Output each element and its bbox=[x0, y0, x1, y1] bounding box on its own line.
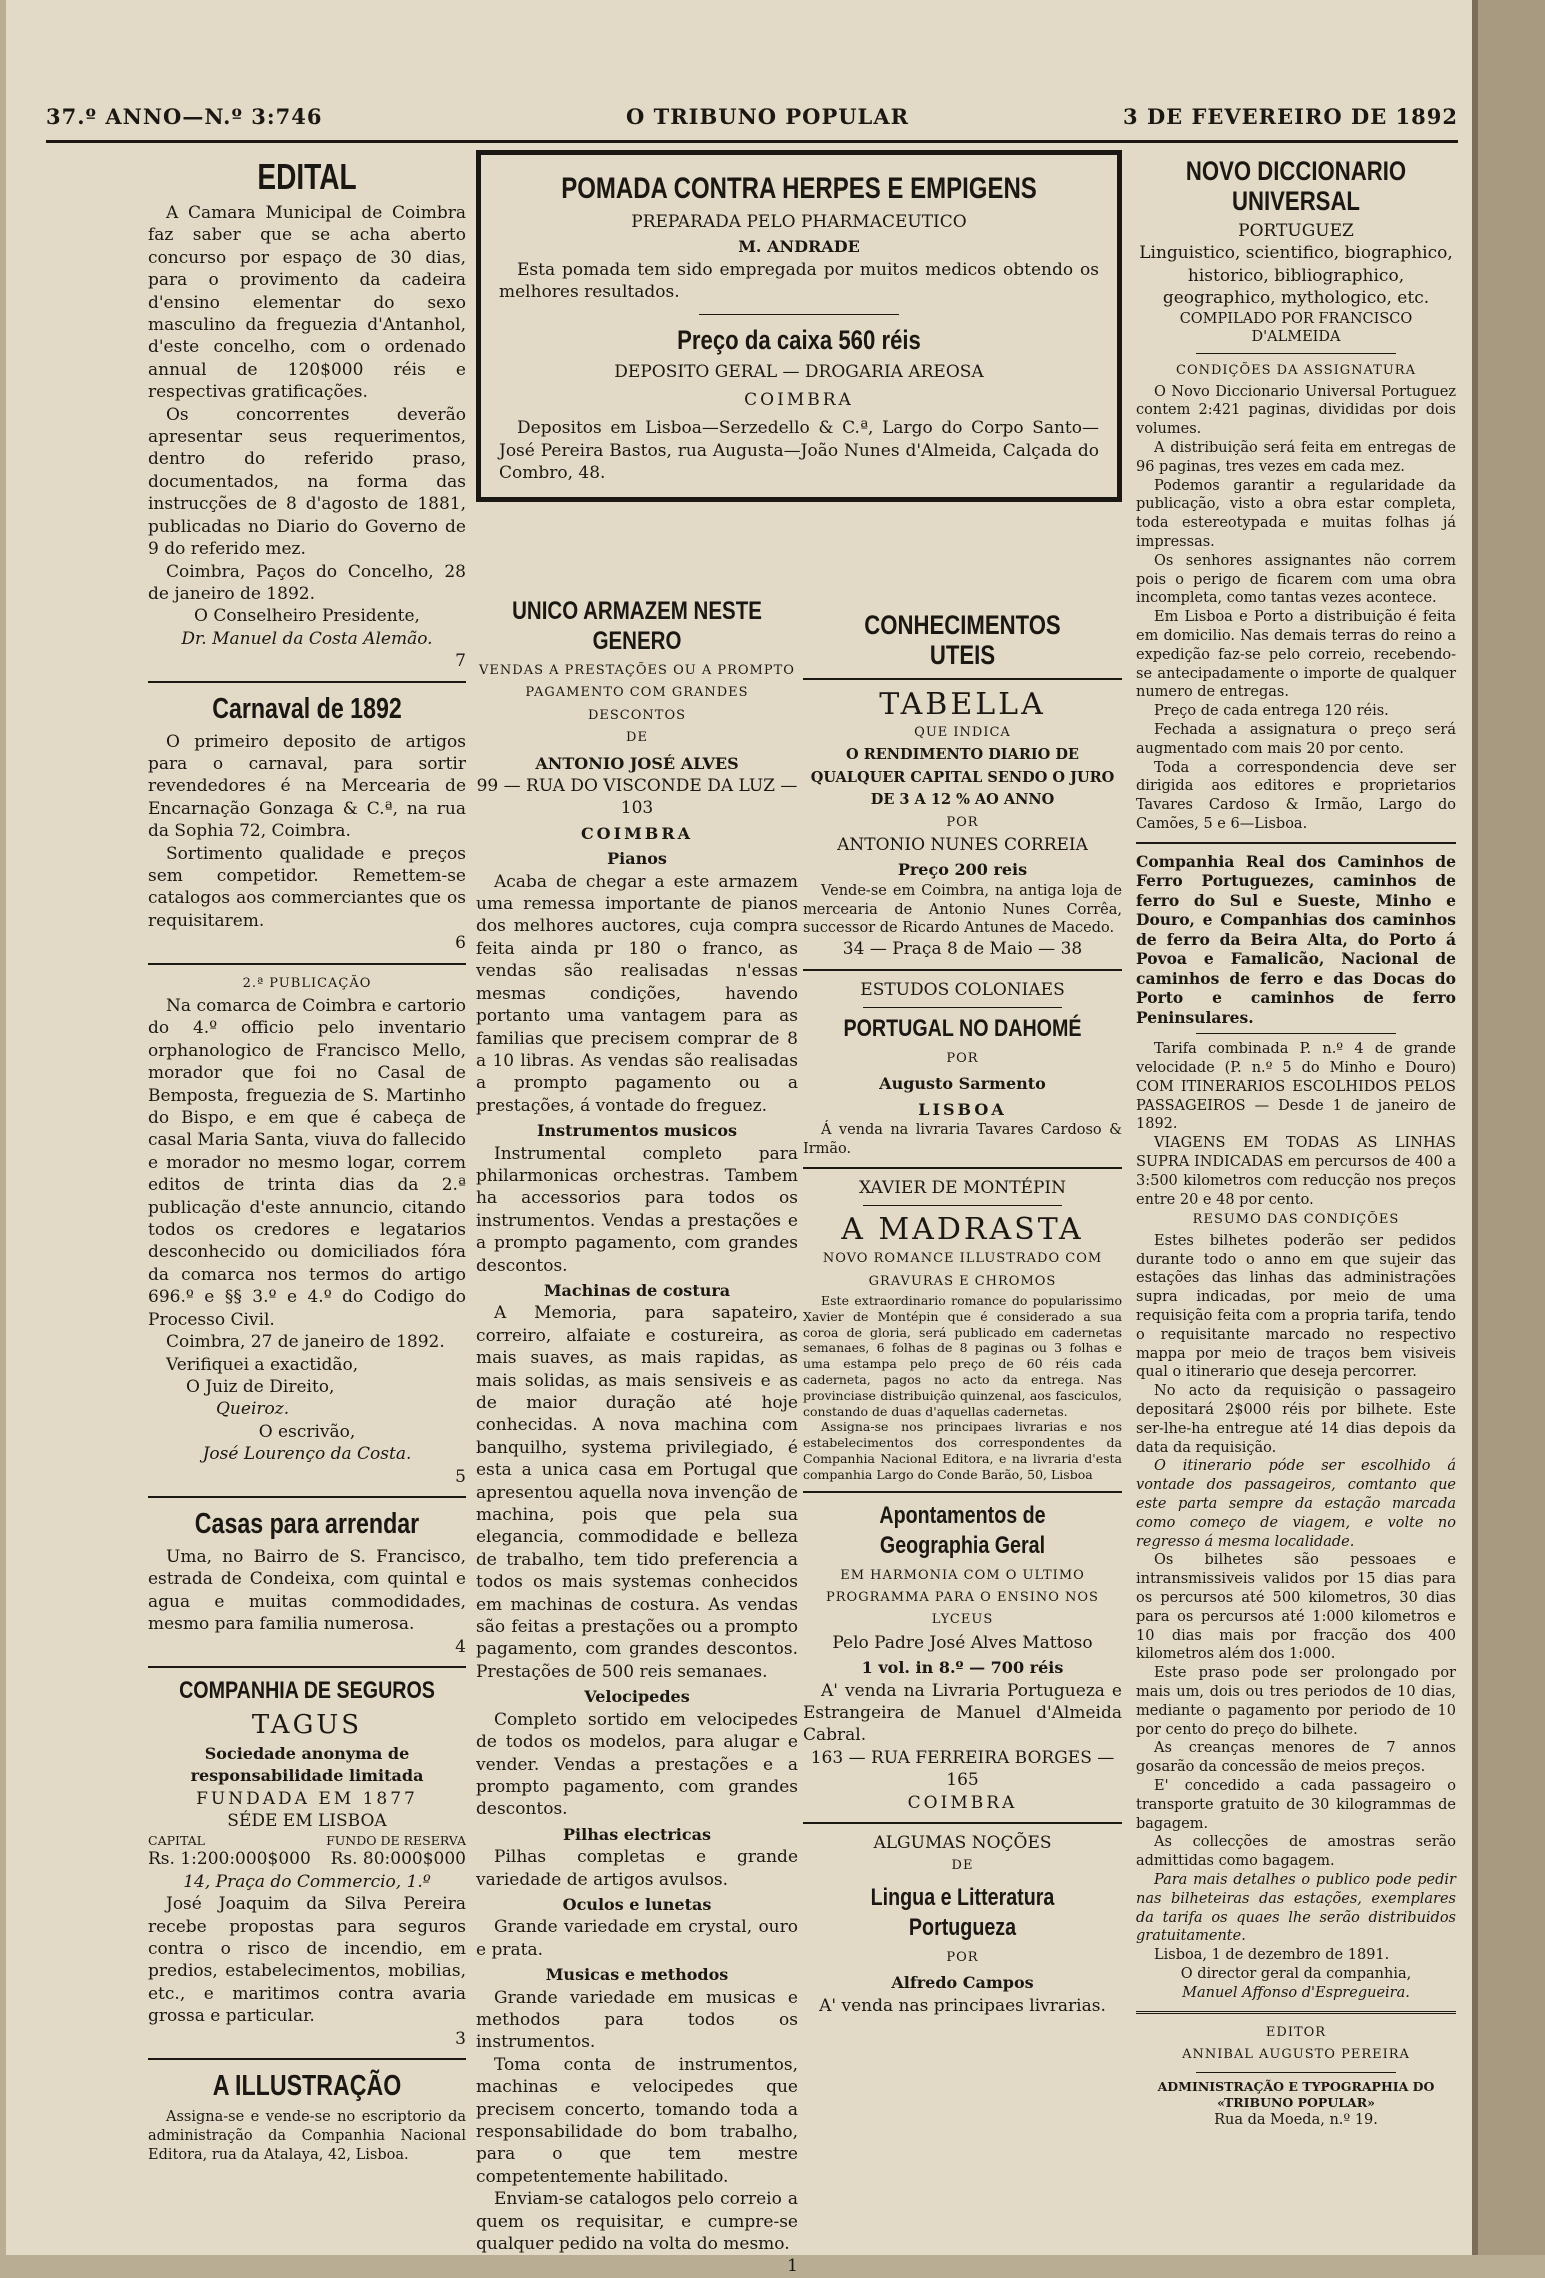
section-text: Acaba de chegar a este armazem uma remessa importante de pianos dos melhores auctores, cuja compra feita ainda pr 180 o franco, as vendas são realisadas n'essas mesmas condições, havendo portanto uma vantagem para as familias que precisem comprar de 8 a 10 libras. As vendas são realisadas a prompto pagamento ou a prestações, á vontade do freguez. bbox=[476, 871, 798, 1116]
ad-number: 6 bbox=[455, 933, 466, 954]
cond-text: Podemos garantir a regularidade da publicação, visto a obra estar completa, toda estereotypada e muitas folhas já impressas. bbox=[1136, 477, 1456, 550]
geo-price: 1 vol. in 8.º — 700 réis bbox=[861, 1658, 1064, 1678]
resumo-text: O itinerario póde ser escolhido á vontade dos passageiros, comtanto que este parta sempre da estação marcada como começo de viagem, e volte no regresso á mesma localidade. bbox=[1136, 1458, 1456, 1550]
fund-value: Rs. 80:000$000 bbox=[330, 1849, 466, 1870]
editor-label: EDITOR bbox=[1265, 2024, 1327, 2040]
portugal-title: PORTUGAL NO DAHOMÉ bbox=[843, 1015, 1082, 1043]
diccionario-sub: PORTUGUEZ bbox=[1238, 221, 1354, 241]
divider bbox=[803, 969, 1122, 971]
edital-signature: Dr. Manuel da Costa Alemão. bbox=[181, 628, 433, 649]
tabella-author: ANTONIO NUNES CORREIA bbox=[837, 835, 1088, 856]
geo-title: Apontamentos de Geographia Geral bbox=[879, 1501, 1046, 1559]
seguros-addr: 14, Praça do Commercio, 1.º bbox=[183, 1871, 431, 1892]
tabella-rend: O RENDIMENTO DIARIO DE QUALQUER CAPITAL SENDO O JURO DE 3 A 12 % AO ANNO bbox=[810, 746, 1115, 809]
ad-number: 4 bbox=[455, 1636, 466, 1657]
casas-text: Uma, no Bairro de S. Francisco, estrada de Condeixa, com quintal e agua e muitas commodidades, mesmo para familia numerosa. bbox=[148, 1546, 466, 1635]
casas-title: Casas para arrendar bbox=[194, 1507, 420, 1540]
tabella-text: Vende-se em Coimbra, na antiga loja de mercearia de Antonio Nunes Corrêa, successor de Ricardo Antunes de Macedo. bbox=[803, 882, 1122, 937]
madrasta-text: Assigna-se nos principaes livrarias e nos estabelecimentos dos correspondentes da Companhia Nacional Editora, e na livraria d'esta companhia Largo do Conde Barão, 50, Lisboa bbox=[803, 1419, 1122, 1482]
divider bbox=[803, 1491, 1122, 1493]
divider bbox=[803, 1167, 1122, 1169]
divider bbox=[863, 1205, 1062, 1206]
ilustracao-text: Assigna-se e vende-se no escriptorio da administração da Companhia Nacional Editora, rua da Atalaya, 42, Lisboa. bbox=[148, 2109, 466, 2163]
column-4 bbox=[1136, 150, 1456, 2130]
pomada-title: POMADA CONTRA HERPES E EMPIGENS bbox=[561, 172, 1037, 205]
seguros-sub: Sociedade anonyma de responsabilidade limitada bbox=[190, 1743, 424, 1786]
capital-label: CAPITAL bbox=[148, 1832, 205, 1848]
publicacao-text: Coimbra, 27 de janeiro de 1892. bbox=[166, 1332, 445, 1353]
section-text: Completo sortido em velocipedes de todos os modelos, para alugar e vender. Vendas a prestações e a prompto pagamento, com grandes descontos. bbox=[476, 1709, 798, 1820]
pomada-box bbox=[476, 150, 1122, 502]
divider bbox=[148, 681, 466, 683]
section-text: Grande variedade em crystal, ouro e prata. bbox=[476, 1917, 798, 1960]
page-edge-shadow bbox=[1472, 0, 1478, 2255]
ad-number: 5 bbox=[455, 1466, 466, 1487]
publicacao-text: O escrivão, bbox=[258, 1421, 356, 1442]
diccionario-cond: CONDIÇÕES DA ASSIGNATURA bbox=[1176, 363, 1416, 379]
seguros-title: COMPANHIA DE SEGUROS bbox=[179, 1676, 435, 1704]
xavier-author: XAVIER DE MONTÉPIN bbox=[859, 1177, 1066, 1198]
seguros-name: TAGUS bbox=[251, 1709, 363, 1740]
carnaval-text: Sortimento qualidade e preços sem competidor. Remettem-se catalogos aos commerciantes que os requisitarem. bbox=[148, 843, 466, 931]
publicacao-text: Na comarca de Coimbra e cartorio do 4.º officio pelo inventario orphanologico de Francisco Mello, morador que foi no Casal de Bemposta, freguezia de S. Martinho do Bispo, e em que é cabeça de casal Maria Santa, viuva do fallecido e morador no mesmo logar, correm editos de trinta dias da 2.ª publicação d'este annuncio, citando todos os credores e legatarios desconhecido ou domiciliados fóra da comarca nos termos do artigo 696.º e §§ 3.º e 4.º do Codigo do Processo Civil. bbox=[148, 996, 466, 1330]
diccionario-desc: Linguistico, scientifico, biographico, historico, bibliographico, geographico, mythologico, etc. bbox=[1139, 243, 1453, 309]
resumo-text: Este praso pode ser prolongado por mais um, dois ou tres periodos de 10 dias, mediante o pagamento por periodo de 10 por cento do preço do bilhete. bbox=[1136, 1665, 1456, 1738]
armazem-city: COIMBRA bbox=[580, 823, 694, 843]
portugal-por: POR bbox=[946, 1051, 979, 1067]
masthead-rule bbox=[46, 140, 1458, 143]
divider bbox=[148, 2058, 466, 2060]
divider bbox=[803, 1822, 1122, 1824]
geo-addr: 163 — RUA FERREIRA BORGES — 165 bbox=[810, 1747, 1115, 1791]
administracao: ADMINISTRAÇÃO E TYPOGRAPHIA DO «TRIBUNO POPULAR» bbox=[1157, 2079, 1435, 2111]
madrasta-sub: NOVO ROMANCE ILLUSTRADO COM GRAVURAS E CHROMOS bbox=[822, 1251, 1103, 1289]
cond-text: A distribuição será feita em entregas de 96 paginas, tres vezes em cada mez. bbox=[1136, 440, 1456, 475]
pomada-text: Esta pomada tem sido empregada por muitos medicos obtendo os melhores resultados. bbox=[499, 259, 1099, 303]
section-title: Pilhas electricas bbox=[563, 1824, 711, 1844]
geo-city: COIMBRA bbox=[907, 1792, 1018, 1813]
pomada-deposit: DEPOSITO GERAL — DROGARIA AREOSA bbox=[614, 361, 984, 382]
armazem-title: UNICO ARMAZEM NESTE GENERO bbox=[512, 597, 762, 655]
publicacao-label: 2.ª PUBLICAÇÃO bbox=[242, 975, 372, 991]
diccionario-title: NOVO DICCIONARIO UNIVERSAL bbox=[1185, 156, 1407, 216]
column-3 bbox=[803, 590, 1122, 2017]
issue-date: 3 DE FEVEREIRO DE 1892 bbox=[1123, 104, 1458, 129]
tabella-title: TABELLA bbox=[879, 687, 1046, 722]
section-text: A Memoria, para sapateiro, correiro, alfaiate e costureira, as mais suaves, as mais rapidas, as mais solidas, as mais sensiveis e as de maior duração até hoje conhecidas. A nova machina com banquilho, systema privilegiado, é esta a unica casa em Portugal que apresentou aquella nova invenção de machina, pois que pela sua elegancia, commodidade e belleza de trabalho, tem tido preferencia a todos os mais systemas conhecidos em machinas de costura. As vendas são feitas a prestações ou a prompto pagamento, com grandes descontos. Prestações de 500 reis semanaes. bbox=[476, 1303, 798, 1682]
resumo-dir-name: Manuel Affonso d'Espregueira. bbox=[1182, 1984, 1410, 2001]
seguros-labels bbox=[148, 1833, 466, 1849]
section-title: Machinas de costura bbox=[543, 1280, 731, 1300]
cond-text: Os senhores assignantes não correm pois o perigo de ficarem com uma obra incompleta, como tantas vezes acontece. bbox=[1136, 552, 1456, 607]
masthead bbox=[46, 98, 1458, 138]
section-title: Musicas e methodos bbox=[545, 1965, 729, 1985]
ad-number: 1 bbox=[787, 2256, 798, 2277]
resumo-title: RESUMO DAS CONDIÇÕES bbox=[1192, 1212, 1400, 1228]
divider bbox=[148, 1666, 466, 1668]
armazem-owner: ANTONIO JOSÉ ALVES bbox=[535, 753, 739, 773]
madrasta-text: Este extraordinario romance do popularissimo Xavier de Montépin que é considerado a sua coroa de gloria, será publicado em cadernetas semanaes, 6 folhas de 8 paginas ou 3 folhas e uma estampa pelo preço de 60 réis cada caderneta, pagos no acto da entrega. Nas provinciase distribuição quinzenal, aos fasciculos, constando de duas d'aquellas cadernetas. bbox=[803, 1293, 1122, 1419]
tarifa-text: Tarifa combinada P. n.º 4 de grande velocidade (P. n.º 5 do Minho e Douro) COM ITINERARIOS ESCOLHIDOS PELOS PASSAGEIROS — Desde 1 de janeiro de 1892. bbox=[1136, 1041, 1456, 1133]
edital-text: Os concorrentes deverão apresentar seus requerimentos, dentro do referido praso, documentados, na forma das instrucções de 8 d'agosto de 1881, publicadas no Diario do Governo de 9 do referido mez. bbox=[148, 404, 466, 560]
section-text: Instrumental completo para philarmonicas orchestras. Tambem ha accessorios para todos os instrumentos. Vendas a prestações e a prompto pagamento, com grandes descontos. bbox=[476, 1143, 798, 1276]
tabella-addr: 34 — Praça 8 de Maio — 38 bbox=[842, 939, 1083, 960]
lingua-title: Lingua e Litteratura Portugueza bbox=[870, 1883, 1055, 1941]
resumo-text: As collecções de amostras serão admittidas como bagagem. bbox=[1136, 1834, 1456, 1870]
conhecimentos-title: CONHECIMENTOS UTEIS bbox=[864, 610, 1061, 670]
seguros-values bbox=[148, 1848, 466, 1870]
cond-text: O Novo Diccionario Universal Portuguez contem 2:421 paginas, divididas por dois volumes. bbox=[1136, 383, 1456, 438]
fund-label: FUNDO DE RESERVA bbox=[326, 1832, 466, 1848]
pomada-depositos: Depositos em Lisboa—Serzedello & C.ª, Largo do Corpo Santo—José Pereira Bastos, rua Augusta—João Nunes d'Almeida, Calçada do Combro, 48. bbox=[499, 418, 1099, 484]
edital-text: A Camara Municipal de Coimbra faz saber que se acha aberto concurso por espaço de 30 dias, para o provimento da cadeira d'ensino elementar do sexo masculino da freguezia d'Antanhol, d'este concelho, com o ordenado annual de 120$000 réis e respectivas gratificações. bbox=[148, 203, 466, 403]
resumo-text: E' concedido a cada passageiro o transporte gratuito de 30 kilogrammas de bagagem. bbox=[1136, 1777, 1456, 1832]
resumo-text: Os bilhetes são pessoaes e intransmissiveis validos por 15 dias para os percursos até 500 kilometros, 30 dias para os percursos até 1:000 kilometros e 10 dias mais por fracção dos 400 kilometros além dos 1:000. bbox=[1136, 1552, 1456, 1663]
edital-title: EDITAL bbox=[257, 156, 357, 197]
tarifa-text: VIAGENS EM TODAS AS LINHAS SUPRA INDICADAS em percursos de 400 a 3:500 kilometros com reducção nos preços entre 20 e 48 por cento. bbox=[1136, 1135, 1456, 1208]
geo-sub: EM HARMONIA COM O ULTIMO PROGRAMMA PARA O ENSINO NOS LYCEUS bbox=[826, 1567, 1099, 1628]
pomada-author: M. ANDRADE bbox=[738, 237, 860, 257]
divider bbox=[148, 1496, 466, 1498]
section-text: Grande variedade em musicas e methodos para todos os instrumentos. bbox=[476, 1987, 798, 2053]
nocoes-title: ALGUMAS NOÇÕES bbox=[873, 1833, 1052, 1854]
resumo-text: Estes bilhetes poderão ser pedidos durante todo o anno em que sujeir das estações das linhas das administrações supra indicadas, por meio de uma requisição feita com a propria tarifa, tendo o requisitante marcado no respectivo mappa por meio de traços bem visiveis qual o itinerario que deseja percorrer. bbox=[1136, 1232, 1456, 1381]
seguros-founded: FUNDADA EM 1877 bbox=[196, 1788, 418, 1809]
section-title: Pianos bbox=[607, 849, 667, 869]
lingua-por: POR bbox=[946, 1949, 979, 1965]
publicacao-text: O Juiz de Direito, bbox=[186, 1376, 335, 1397]
companhia-title: Companhia Real dos Caminhos de Ferro Portuguezes, caminhos de ferro do Sul e Sueste, Minho e Douro, e Companhias dos caminhos de ferro da Beira Alta, do Porto á Povoa e Famalicão, Nacional de caminhos de ferro e das Docas do Porto e caminhos de ferro Peninsulares. bbox=[1136, 851, 1456, 1027]
tabella-por: POR bbox=[946, 814, 979, 830]
tabella-que: QUE INDICA bbox=[914, 725, 1011, 740]
portugal-author: Augusto Sarmento bbox=[879, 1074, 1046, 1094]
edital-text: Coimbra, Paços do Concelho, 28 de janeiro de 1892. bbox=[148, 561, 466, 604]
resumo-text: As creanças menores de 7 annos gosarão da concessão de meios preços. bbox=[1136, 1740, 1456, 1776]
divider bbox=[148, 963, 466, 965]
cond-text: Fechada a assignatura o preço será augmentado com mais 20 por cento. bbox=[1136, 721, 1456, 757]
divider bbox=[863, 1007, 1062, 1008]
pomada-ad bbox=[476, 150, 1122, 502]
newspaper-page bbox=[6, 0, 1472, 2277]
nocoes-de: DE bbox=[951, 1857, 974, 1873]
ad-number: 7 bbox=[455, 651, 466, 672]
section-text: Enviam-se catalogos pelo correio a quem os requisitar, e cumpre-se qualquer pedido na volta do mesmo. bbox=[476, 2189, 798, 2255]
section-title: Velocipedes bbox=[584, 1687, 690, 1707]
portugal-city: LISBOA bbox=[918, 1099, 1007, 1119]
resumo-date: Lisboa, 1 de dezembro de 1891. bbox=[1154, 1947, 1390, 1964]
ad-number: 3 bbox=[455, 2028, 466, 2049]
issue-number: 37.º ANNO—N.º 3:746 bbox=[46, 104, 323, 129]
geo-text: A' venda na Livraria Portugueza e Estrangeira de Manuel d'Almeida Cabral. bbox=[803, 1680, 1122, 1746]
resumo-dir: O director geral da companhia, bbox=[1180, 1965, 1412, 1982]
section-text: Toma conta de instrumentos, machinas e velocipedes que precisem concerto, tomando toda a responsabilidade do bom trabalho, para o que tem mestre competentemente habilitado. bbox=[476, 2054, 798, 2187]
divider bbox=[1196, 353, 1396, 354]
pomada-city: COIMBRA bbox=[744, 390, 854, 411]
publicacao-text: José Lourenço da Costa. bbox=[202, 1444, 412, 1465]
divider bbox=[1196, 1033, 1396, 1034]
edital-signature: O Conselheiro Presidente, bbox=[194, 606, 420, 627]
geo-author: Pelo Padre José Alves Mattoso bbox=[832, 1632, 1093, 1653]
divider bbox=[699, 314, 899, 315]
diccionario-comp: COMPILADO POR FRANCISCO D'ALMEIDA bbox=[1179, 310, 1413, 346]
pomada-price: Preço da caixa 560 réis bbox=[677, 324, 921, 355]
resumo-text: No acto da requisição o passageiro depositará 2$000 réis por bilhete. Este ser-lhe-ha entregue até 14 dias depois da data da requisição. bbox=[1136, 1383, 1456, 1456]
divider bbox=[1136, 842, 1456, 844]
estudos-title: ESTUDOS COLONIAES bbox=[860, 979, 1065, 1000]
publicacao-text: Verifiquei a exactidão, bbox=[166, 1354, 359, 1375]
divider bbox=[1196, 2072, 1396, 2073]
cond-text: Em Lisboa e Porto a distribuição é feita em domicilio. Nas demais terras do reino a expedição faz-se pelo correio, recebendo-se antecipadamente o importe de qualquer numero de entregas. bbox=[1136, 609, 1456, 701]
armazem-addr: 99 — RUA DO VISCONDE DA LUZ — 103 bbox=[476, 776, 798, 819]
seguros-text: José Joaquim da Silva Pereira recebe propostas para seguros contra o risco de incendio, em predios, estabelecimentos, mobilias, etc., e maritimos contra avaria grossa e particular. bbox=[148, 1894, 466, 2027]
column-2 bbox=[476, 590, 798, 2278]
armazem-sub: VENDAS A PRESTAÇÕES OU A PROMPTO PAGAMENTO COM GRANDES DESCONTOS bbox=[479, 663, 795, 723]
capital-value: Rs. 1:200:000$000 bbox=[148, 1849, 311, 1870]
section-title: Oculos e lunetas bbox=[562, 1894, 712, 1914]
column-1 bbox=[148, 150, 466, 2164]
divider bbox=[803, 678, 1122, 680]
editor-name: ANNIBAL AUGUSTO PEREIRA bbox=[1182, 2046, 1410, 2062]
cond-text: Preço de cada entrega 120 réis. bbox=[1154, 703, 1389, 720]
carnaval-text: O primeiro deposito de artigos para o carnaval, para sortir revendedores é na Mercearia de Encarnação Gonzaga & C.ª, na rua da Sophia 72, Coimbra. bbox=[148, 731, 466, 842]
portugal-text: Á venda na livraria Tavares Cardoso & Irmão. bbox=[803, 1122, 1122, 1158]
carnaval-title: Carnaval de 1892 bbox=[212, 692, 402, 725]
newspaper-title: O TRIBUNO POPULAR bbox=[626, 104, 910, 129]
section-text: Pilhas completas e grande variedade de artigos avulsos. bbox=[476, 1847, 798, 1890]
lingua-author: Alfredo Campos bbox=[891, 1973, 1034, 1993]
section-title: Instrumentos musicos bbox=[536, 1121, 738, 1141]
cond-text: Toda a correspondencia deve ser dirigida aos editores e proprietarios Tavares Cardoso & Irmão, Largo do Camões, 5 e 6—Lisboa. bbox=[1136, 759, 1456, 832]
resumo-text: Para mais detalhes o publico pode pedir nas bilheteiras das estações, exemplares da tarifa os quaes lhe serão distribuidos gratuitamente. bbox=[1136, 1871, 1456, 1945]
tabella-price: Preço 200 reis bbox=[897, 860, 1028, 880]
lingua-text: A' venda nas principaes livrarias. bbox=[819, 1995, 1106, 2016]
madrasta-title: A MADRASTA bbox=[841, 1212, 1084, 1248]
page-edge bbox=[1472, 0, 1545, 2255]
publicacao-text: Queiroz. bbox=[216, 1399, 290, 1420]
pomada-sub: PREPARADA PELO PHARMACEUTICO bbox=[631, 212, 967, 232]
ilustracao-title: A ILLUSTRAÇÃO bbox=[212, 2070, 402, 2103]
administracao-addr: Rua da Moeda, n.º 19. bbox=[1214, 2111, 1378, 2128]
divider bbox=[1136, 2011, 1456, 2014]
armazem-de: DE bbox=[626, 730, 648, 746]
seguros-seat: SÉDE EM LISBOA bbox=[227, 1811, 387, 1832]
